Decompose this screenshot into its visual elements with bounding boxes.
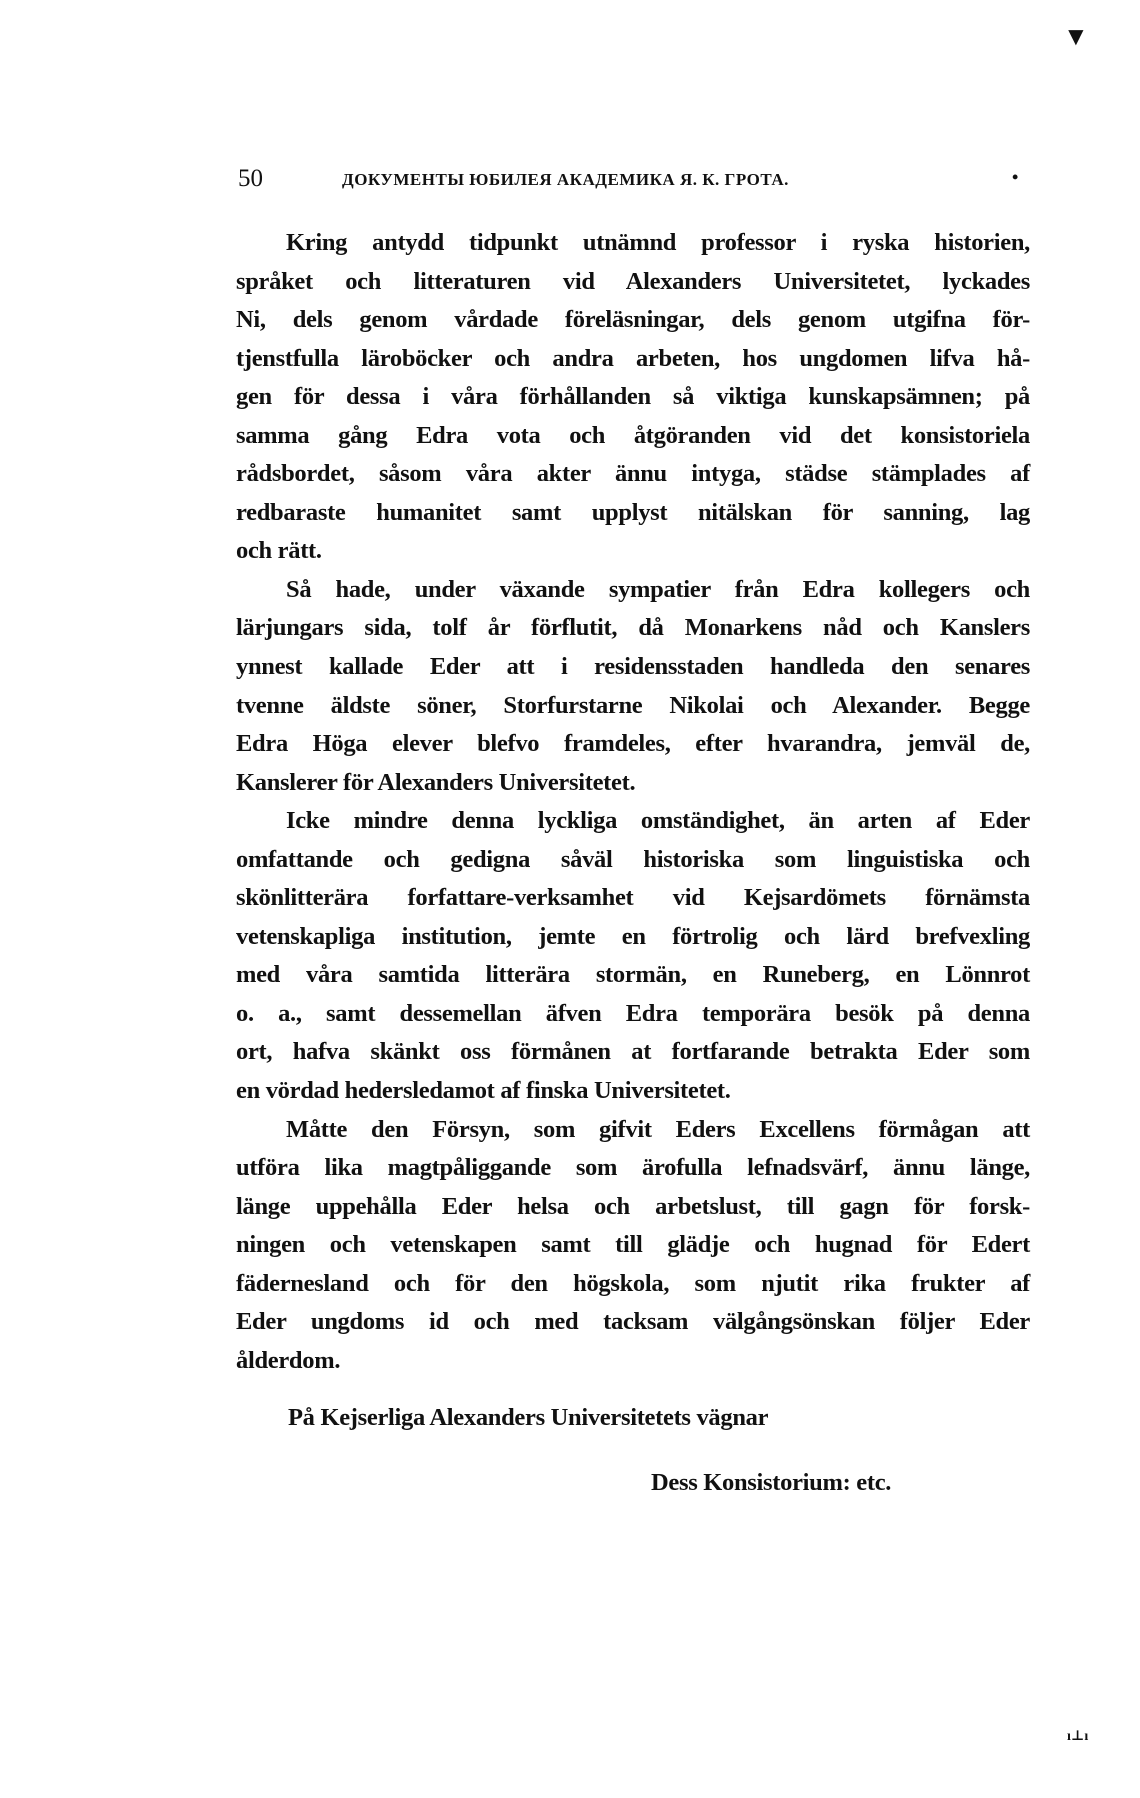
paragraph-line: samma gång Edra vota och åtgöranden vid det konsistoriela bbox=[236, 421, 1030, 449]
paragraph-line: ynnest kallade Eder att i residensstaden handleda den senares bbox=[236, 653, 1030, 681]
printer-mark: ı⊥ı bbox=[1067, 1729, 1089, 1744]
paragraph-line: fädernesland och för den högskola, som njutit rika frukter af bbox=[236, 1269, 1030, 1297]
page-number: 50 bbox=[238, 165, 263, 192]
paragraph-line: med våra samtida litterära stormän, en Runeberg, en Lönnrot bbox=[236, 961, 1030, 989]
paragraph-line: omfattande och gedigna såväl historiska som linguistiska och bbox=[236, 845, 1030, 873]
paragraph-line: och rätt. bbox=[236, 537, 322, 565]
paragraph-line: Icke mindre denna lyckliga omständighet, än arten af Eder bbox=[286, 807, 1030, 835]
paragraph-line: Så hade, under växande sympatier från Edra kollegers och bbox=[286, 575, 1030, 603]
paragraph-line: Eder ungdoms id och med tacksam välgångsönskan följer Eder bbox=[236, 1308, 1030, 1336]
paragraph-line: gen för dessa i våra förhållanden så viktiga kunskapsämnen; på bbox=[236, 383, 1030, 411]
signature-line: Dess Konsistorium: etc. bbox=[651, 1469, 892, 1496]
paragraph-line: en vördad hedersledamot af finska Universitetet. bbox=[236, 1077, 731, 1105]
running-header bbox=[238, 165, 1030, 195]
paragraph-line: redbaraste humanitet samt upplyst nitälskan för sanning, lag bbox=[236, 498, 1030, 526]
paragraph-line: rådsbordet, såsom våra akter ännu intyga, städse stämplades af bbox=[236, 460, 1030, 488]
running-title: ДОКУМЕНТЫ ЮБИЛЕЯ АКАДЕМИКА Я. К. ГРОТА. bbox=[342, 170, 789, 189]
closing-line: På Kejserliga Alexanders Universitetets vägnar bbox=[288, 1404, 769, 1431]
paragraph-line: ort, hafva skänkt oss förmånen at fortfarande betrakta Eder som bbox=[236, 1038, 1030, 1066]
scan-smudge-mark: ▼ bbox=[1063, 22, 1089, 51]
body-text bbox=[236, 224, 1030, 1380]
paragraph-line: Måtte den Försyn, som gifvit Eders Excellens förmågan att bbox=[286, 1115, 1030, 1143]
paragraph-line: utföra lika magtpåliggande som ärofulla lefnadsvärf, ännu länge, bbox=[236, 1154, 1030, 1182]
paragraph-line: Kring antydd tidpunkt utnämnd professor i ryska historien, bbox=[286, 229, 1030, 256]
paragraph-line: Kanslerer för Alexanders Universitetet. bbox=[236, 768, 636, 796]
paragraph-line: Ni, dels genom vårdade föreläsningar, dels genom utgifna för- bbox=[236, 306, 1030, 334]
paragraph-line: språket och litteraturen vid Alexanders Universitetet, lyckades bbox=[236, 267, 1030, 295]
paragraph-line: ålderdom. bbox=[236, 1346, 341, 1374]
paragraph-line: vetenskapliga institution, jemte en förtrolig och lärd brefvexling bbox=[236, 922, 1030, 950]
paragraph-line: lärjungars sida, tolf år förflutit, då Monarkens nåd och Kanslers bbox=[236, 614, 1030, 642]
paragraph-line: ningen och vetenskapen samt till glädje och hugnad för Edert bbox=[236, 1231, 1030, 1259]
paragraph-line: Edra Höga elever blefvo framdeles, efter hvarandra, jemväl de, bbox=[236, 730, 1030, 758]
paragraph-line: skönlitterära forfattare-verksamhet vid Kejsardömets förnämsta bbox=[236, 884, 1030, 912]
paragraph-line: o. a., samt dessemellan äfven Edra temporära besök på denna bbox=[236, 999, 1030, 1027]
paragraph-line: tjenstfulla läroböcker och andra arbeten, hos ungdomen lifva hå- bbox=[236, 344, 1030, 372]
paragraph-line: länge uppehålla Eder helsa och arbetslust, till gagn för forsk- bbox=[236, 1192, 1030, 1220]
header-ornament: • bbox=[1012, 167, 1019, 187]
paragraph-line: tvenne äldste söner, Storfurstarne Nikolai och Alexander. Begge bbox=[236, 691, 1030, 719]
